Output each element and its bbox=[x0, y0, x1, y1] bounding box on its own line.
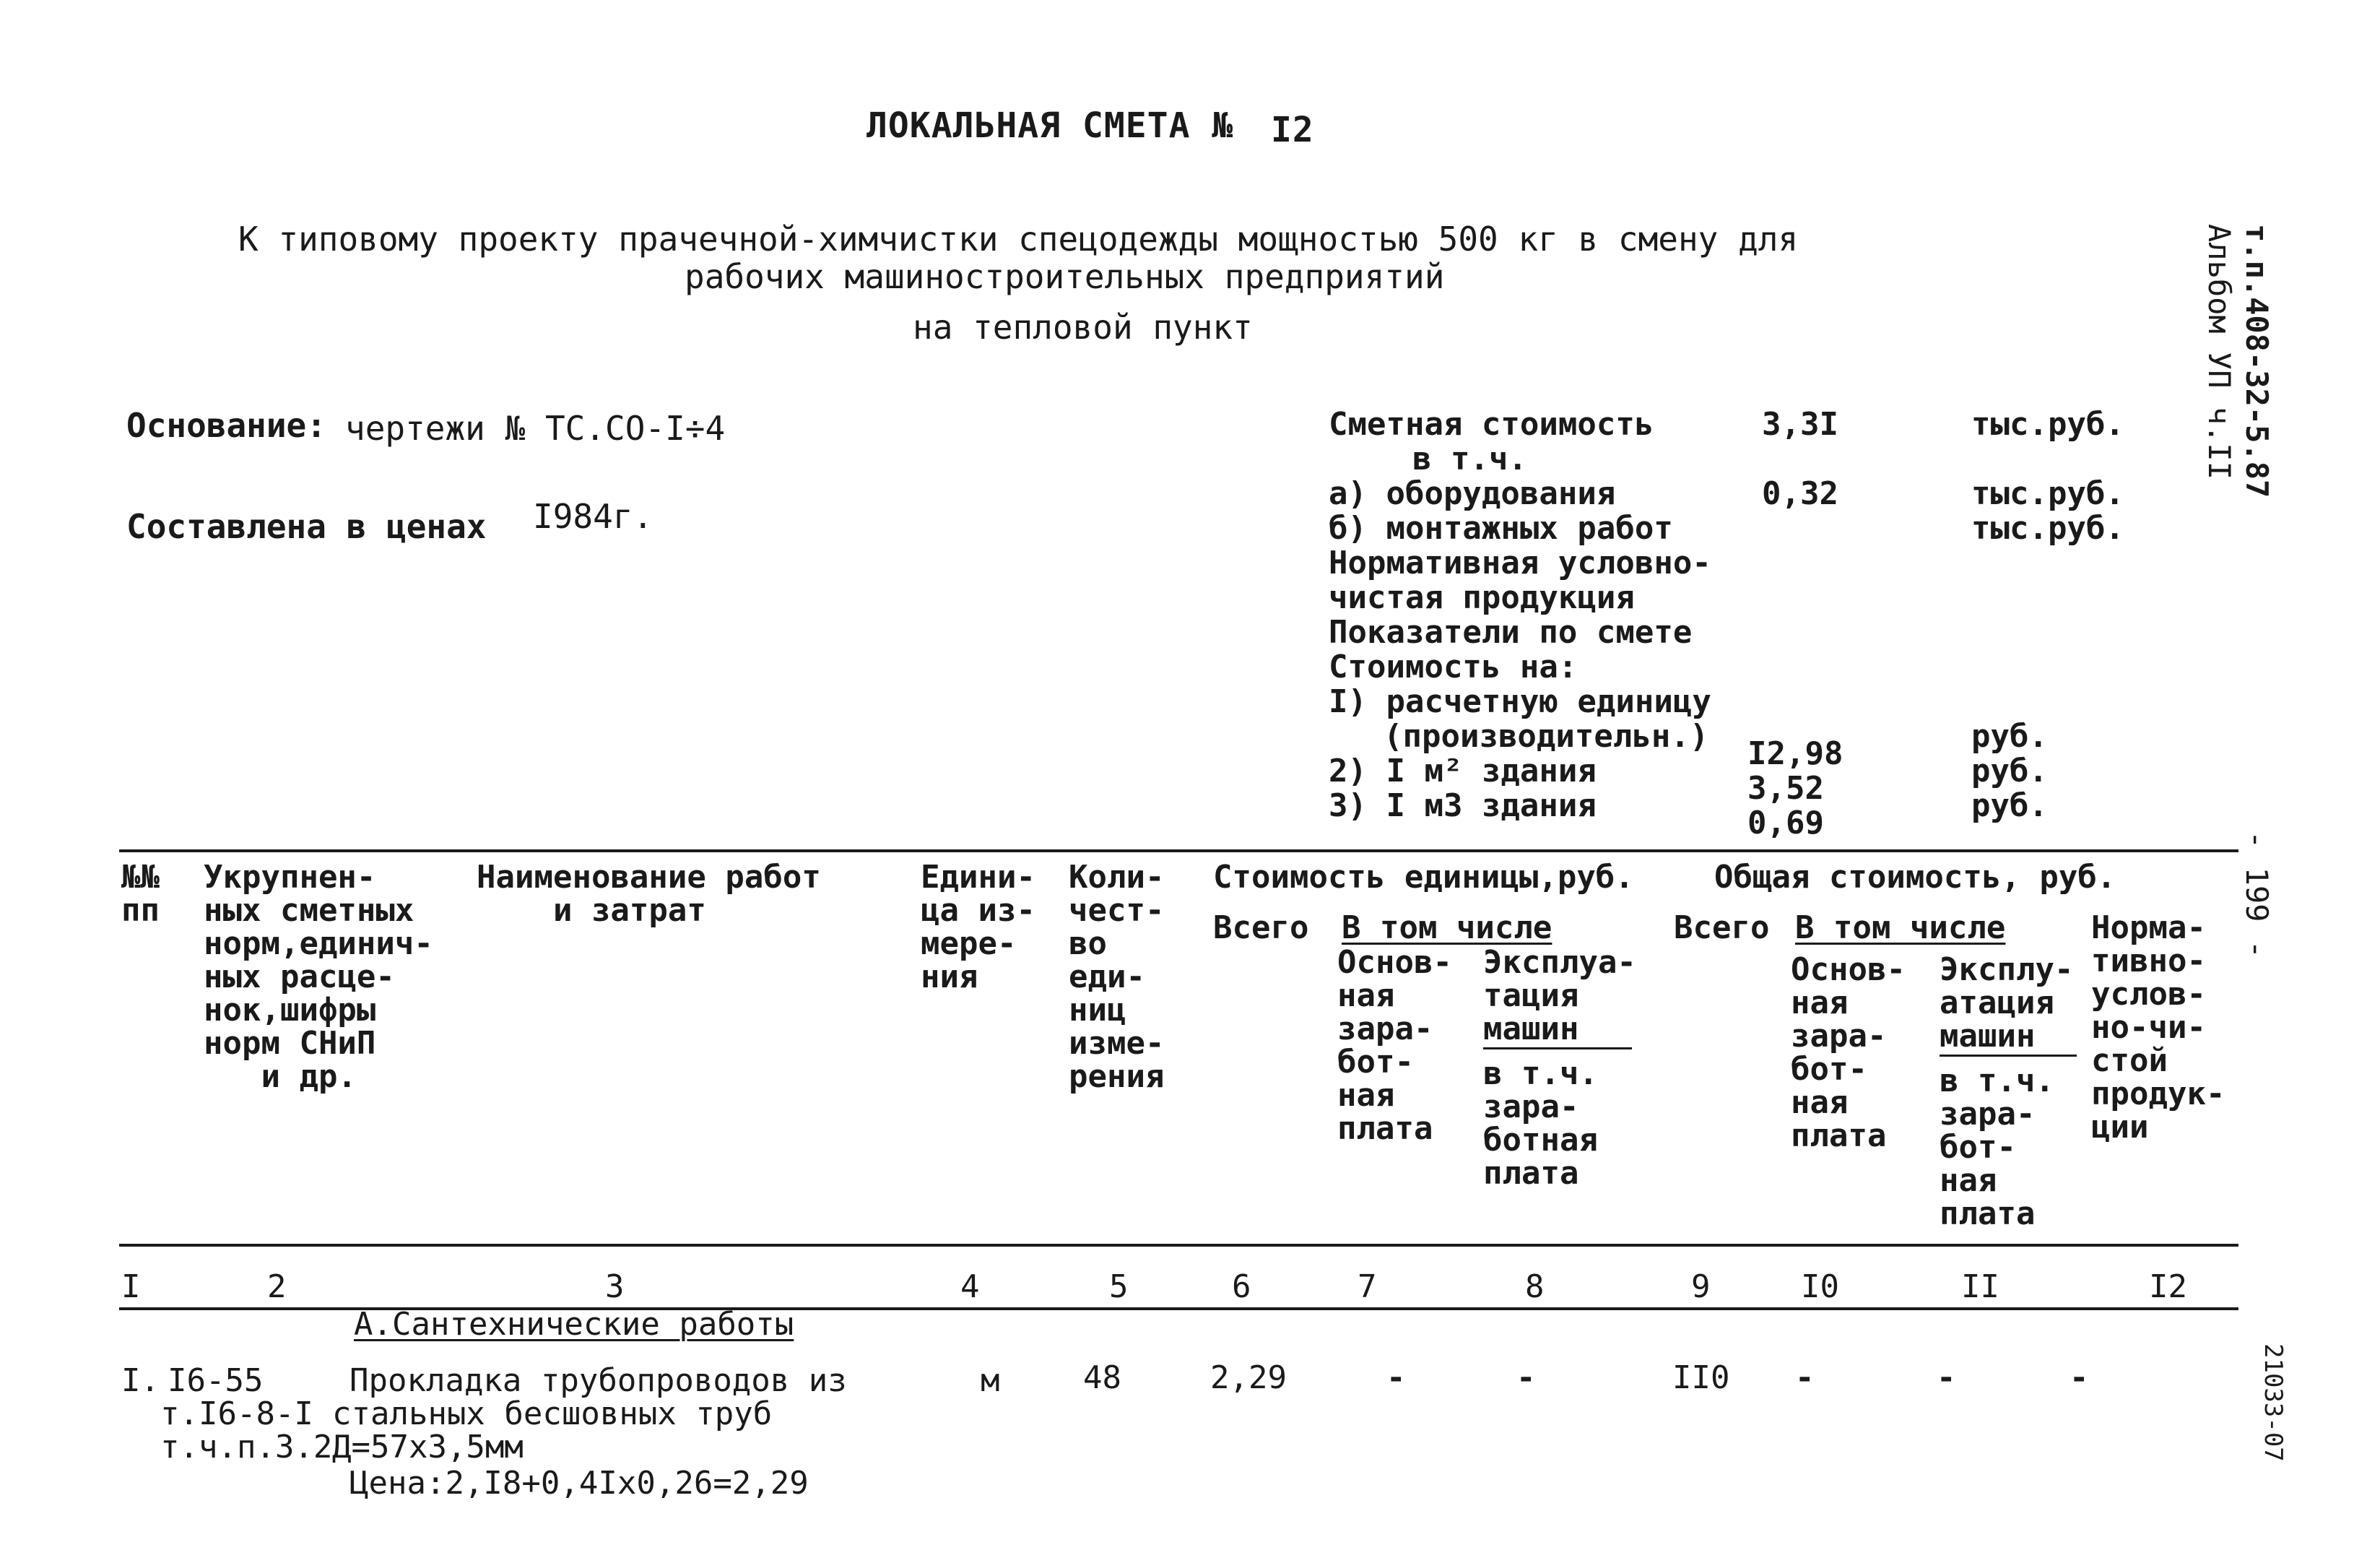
col-num-4: 4 bbox=[960, 1268, 980, 1305]
row-total-wage: - bbox=[1795, 1359, 1815, 1396]
header-codes: Укрупнен- ных сметных норм,единич- ных расце- нок,шифры норм СНиП и др. bbox=[204, 859, 433, 1095]
subtitle-line-1: К типовому проекту прачечной-химчистки спецодежды мощностью 500 кг в смену для bbox=[238, 220, 1799, 259]
col-num-9: 9 bbox=[1691, 1268, 1711, 1305]
equipment-unit: тыс.руб. bbox=[1971, 475, 2124, 512]
unit3-label: 3) I м3 здания bbox=[1329, 787, 1597, 824]
row-name-3: Д=57х3,5мм bbox=[332, 1429, 524, 1465]
indicators-label: Показатели по смете bbox=[1329, 614, 1693, 651]
unit2-unit: руб. bbox=[1971, 753, 2048, 789]
row-name-1: Прокладка трубопроводов из bbox=[349, 1362, 847, 1399]
header-quantity: Коли- чест- во еди- ниц изме- рения bbox=[1069, 859, 1165, 1095]
col-num-3: 3 bbox=[605, 1268, 625, 1305]
cost-per-label: Стоимость на: bbox=[1329, 649, 1578, 685]
header-total-machines: Эксплу- атация машин bbox=[1940, 951, 2074, 1055]
header-bottom-rule bbox=[119, 1244, 2238, 1247]
unit2-value: I2,98 bbox=[1747, 735, 1843, 772]
row-normative: - bbox=[2070, 1359, 2089, 1396]
unit2-label: 2) I м² здания bbox=[1329, 753, 1597, 789]
col-num-5: 5 bbox=[1109, 1268, 1129, 1305]
normative-line-2: чистая продукция bbox=[1329, 579, 1635, 616]
basis-label: Основание: bbox=[126, 406, 326, 445]
header-total-cost: Общая стоимость, руб. bbox=[1714, 859, 2116, 896]
row-num: I. bbox=[121, 1362, 160, 1399]
col-num-8: 8 bbox=[1525, 1268, 1545, 1305]
col-num-11: II bbox=[1961, 1268, 1999, 1305]
row-unit: м bbox=[981, 1362, 1000, 1399]
row-code-2: т.I6-8-I bbox=[160, 1395, 313, 1432]
mounting-unit: тыс.руб. bbox=[1971, 510, 2124, 547]
header-work-name: Наименование работ и затрат bbox=[477, 859, 821, 929]
subtitle-line-2: рабочих машиностроительных предприятий bbox=[685, 257, 1445, 296]
basis-value: чертежи № ТС.СО-I÷4 bbox=[345, 409, 726, 448]
equipment-value: 0,32 bbox=[1762, 475, 1838, 512]
subtitle-line-3: на тепловой пункт bbox=[913, 308, 1253, 347]
header-unit-incl: В том числе bbox=[1342, 909, 1552, 946]
header-unit-total: Всего bbox=[1213, 909, 1309, 946]
col-num-10: I0 bbox=[1801, 1268, 1839, 1305]
extra-value: 0,69 bbox=[1747, 805, 1824, 841]
prices-year: I984г. bbox=[533, 497, 653, 536]
table-top-rule bbox=[119, 849, 2238, 852]
estimate-title: ЛОКАЛЬНАЯ СМЕТА № bbox=[867, 105, 1234, 146]
header-total-wage: Основ- ная зара- бот- ная плата bbox=[1791, 951, 1906, 1154]
row-code-1: I6-55 bbox=[168, 1362, 264, 1399]
mounting-label: б) монтажных работ bbox=[1329, 510, 1673, 547]
cost-value: 3,3I bbox=[1762, 406, 1838, 443]
stamp-note: 21033-07 bbox=[2259, 1343, 2288, 1462]
cost-label: Сметная стоимость bbox=[1329, 406, 1654, 443]
including-label: в т.ч. bbox=[1412, 441, 1527, 477]
header-unit-machines: Эксплуа- тация машин bbox=[1483, 944, 1636, 1047]
header-num: №№ пп bbox=[121, 859, 160, 929]
header-total: Всего bbox=[1674, 909, 1770, 946]
header-unit-wage: Основ- ная зара- бот- ная плата bbox=[1337, 944, 1452, 1147]
row-unit-machines: - bbox=[1516, 1359, 1536, 1396]
header-unit-cost: Стоимость единицы,руб. bbox=[1213, 859, 1634, 896]
equipment-label: а) оборудования bbox=[1329, 475, 1616, 512]
section-title: А.Сантехнические работы bbox=[354, 1306, 794, 1343]
row-code-3: т.ч.п.3.2 bbox=[160, 1429, 333, 1465]
col-num-6: 6 bbox=[1232, 1268, 1251, 1305]
col-num-12: I2 bbox=[2149, 1268, 2187, 1305]
header-unit: Едини- ца из- мере- ния bbox=[921, 859, 1035, 995]
row-total: II0 bbox=[1672, 1359, 1730, 1396]
header-unit-machines-rule bbox=[1483, 1047, 1632, 1049]
row-unit-total: 2,29 bbox=[1210, 1359, 1287, 1396]
unit3-unit: руб. bbox=[1971, 787, 2048, 824]
album-note-2: Альбом УП ч.II bbox=[2202, 224, 2237, 480]
header-total-machines-rule bbox=[1940, 1055, 2077, 1057]
row-name-2: стальных бесшовных труб bbox=[332, 1395, 773, 1432]
prices-label: Составлена в ценах bbox=[126, 507, 487, 546]
row-qty: 48 bbox=[1083, 1359, 1121, 1396]
col-num-1: I bbox=[121, 1268, 141, 1305]
unit1-line-1: I) расчетную единицу bbox=[1329, 683, 1711, 720]
header-unit-machines-wage: в т.ч. зара- ботная плата bbox=[1483, 1055, 1598, 1192]
header-total-machines-wage: в т.ч. зара- бот- ная плата bbox=[1940, 1062, 2054, 1232]
row-unit-wage: - bbox=[1386, 1359, 1406, 1396]
header-normative: Норма- тивно- услов- но-чи- стой продук- ции bbox=[2091, 909, 2225, 1146]
unit3-value: 3,52 bbox=[1747, 770, 1824, 807]
header-total-incl: В том числе bbox=[1795, 909, 2006, 946]
album-note: т.п.408-32-5.87 bbox=[2239, 224, 2275, 498]
col-num-7: 7 bbox=[1358, 1268, 1377, 1305]
row-total-machines: - bbox=[1937, 1359, 1956, 1396]
cost-unit: тыс.руб. bbox=[1971, 406, 2124, 443]
unit1-line-2: (производительн.) bbox=[1384, 718, 1709, 755]
normative-line-1: Нормативная условно- bbox=[1329, 545, 1711, 581]
unit1-unit: руб. bbox=[1971, 718, 2048, 755]
row-price: Цена:2,I8+0,4Iх0,26=2,29 bbox=[349, 1465, 809, 1502]
page-number: - 199 - bbox=[2239, 831, 2275, 959]
col-num-2: 2 bbox=[267, 1268, 287, 1305]
estimate-number: I2 bbox=[1271, 110, 1314, 150]
